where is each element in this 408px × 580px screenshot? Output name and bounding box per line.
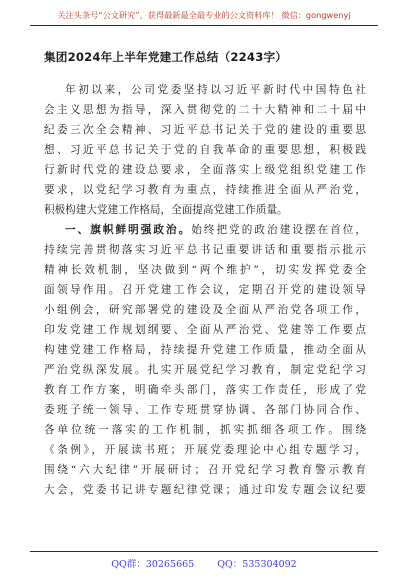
body-line: 精神长效机制，坚决做到“两个维护”，切实发挥党委全: [44, 264, 366, 276]
body-line: 要求，以党纪学习教育为重点，持续推进全面从严治党，: [44, 184, 366, 196]
body-line: 印发党建工作规划纲要、全面从严治党、党建等工作要点: [44, 324, 366, 336]
body-line: 教育工作方案，明确牵头部门，落实工作责任，形成了党: [44, 384, 366, 396]
body-line: 委班子统一领导、工作专班贯穿协调、各部门协同合作、: [44, 404, 366, 416]
section-first-text: 始终把党的政治建设摆在首位，: [191, 224, 366, 236]
footer-contact: [0, 556, 408, 570]
body-line: 行新时代党的建设总要求，全面落实上级党组织党建工作: [44, 164, 366, 176]
document-title: 集团2024年上半年党建工作总结（2243字）: [44, 50, 288, 64]
body-line: 积极构建大党建工作格局，全面提高党建工作质量。: [44, 204, 288, 216]
section-heading-line: [44, 220, 366, 240]
body-line: 小组例会，研究部署党的建设及全面从严治党各项工作，: [44, 304, 366, 316]
footer-qq-group: QQ群：30265665: [111, 559, 195, 570]
body-line: 面领导作用。召开党建工作会议，定期召开党的建设领导: [44, 284, 366, 296]
footer-divider: [30, 551, 378, 552]
body-line: 大会，党委书记讲专题纪律党课；通过印发专题会议纪要: [44, 484, 366, 496]
body-line: 想、习近平总书记关于党的自我革命的重要思想，积极践: [44, 144, 366, 156]
body-line: 严治党纵深发展。扎实开展党纪学习教育，制定党纪学习: [44, 364, 366, 376]
body-line: 围绕“六大纪律”开展研讨；召开党纪学习教育警示教育: [44, 464, 366, 476]
body-line: 构建党建工作格局，持续提升党建工作质量，推动全面从: [44, 344, 366, 356]
footer-qq: QQ：535304092: [217, 559, 297, 570]
body-line: 会主义思想为指导，深入贯彻党的二十大精神和二十届中: [44, 104, 366, 116]
header-divider: [30, 25, 378, 26]
body-line: 各单位统一落实的工作机制，抓实抓细各项工作。围绕: [44, 424, 366, 436]
header-notice: 关注头条号“公文研究”，获得最新最全最专业的公文资料库！ 微信：gongwenyj: [57, 10, 351, 20]
body-line: 持续完善贯彻落实习近平总书记重要讲话和重要指示批示: [44, 244, 366, 256]
body-line: 年初以来，公司党委坚持以习近平新时代中国特色社: [65, 84, 366, 96]
section-heading: 一、旗帜鲜明强政治。: [65, 224, 192, 236]
document-body: [44, 80, 366, 500]
body-line: 《条例》，开展读书班；开展党委理论中心组专题学习，: [44, 444, 366, 456]
body-line: 纪委三次全会精神、习近平总书记关于党的建设的重要思: [44, 124, 366, 136]
